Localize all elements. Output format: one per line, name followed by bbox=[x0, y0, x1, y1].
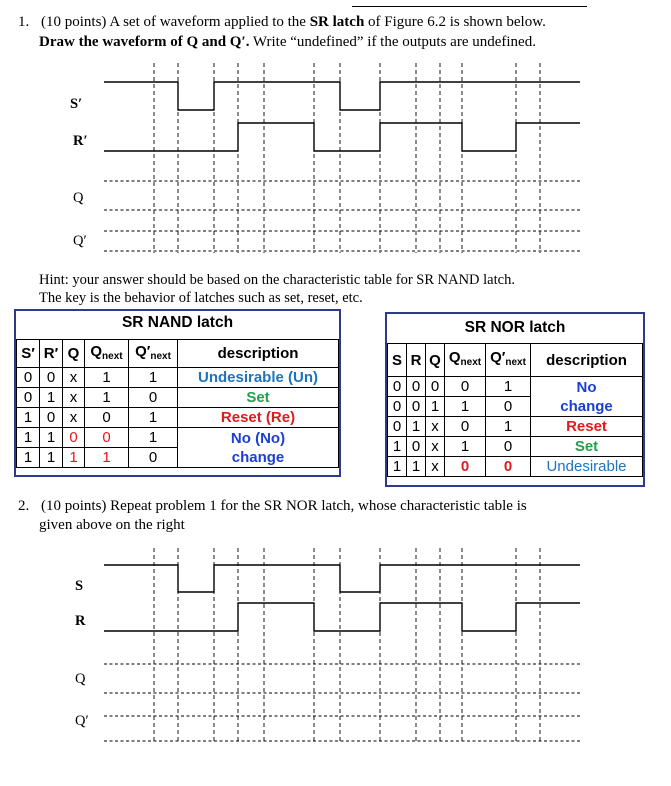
problem1-text-mid: of Figure 6.2 is shown below. bbox=[364, 14, 546, 30]
nand-truth-table bbox=[16, 339, 339, 468]
problem1-text-rest: Write “undefined” if the outputs are undefined. bbox=[249, 34, 536, 50]
problem2-statement bbox=[18, 496, 658, 516]
nor-header-description: description bbox=[531, 344, 643, 377]
nand-header-qbarnext: $Q'_{next}$ bbox=[129, 340, 178, 368]
nand-desc-reset: Reset (Re) bbox=[178, 408, 339, 428]
nor-desc-reset: Reset bbox=[531, 417, 643, 437]
nor-row: 0 1 x 0 1 Reset bbox=[388, 417, 643, 437]
wave1-label-r: R′ bbox=[73, 133, 88, 149]
problem2-number: 2. bbox=[18, 498, 30, 514]
nor-truth-table bbox=[387, 343, 643, 477]
nor-row: 0 0 1 1 0 bbox=[388, 397, 643, 417]
nor-desc-undesirable: Undesirable bbox=[531, 457, 643, 477]
hint-line1: Hint: your answer should be based on the characteristic table for SR NAND latch. bbox=[39, 272, 515, 288]
waveform-diagram-2 bbox=[0, 540, 671, 745]
nand-header-q: Q bbox=[63, 340, 85, 368]
waveform-diagram-1 bbox=[0, 55, 671, 255]
nand-desc-set: Set bbox=[178, 388, 339, 408]
wave1-label-qbar: Q′ bbox=[73, 233, 87, 249]
nand-row: 1 0 x 0 1 Reset (Re) bbox=[17, 408, 339, 428]
problem1-number: 1. bbox=[18, 14, 30, 30]
nand-row: 0 1 x 1 0 Set bbox=[17, 388, 339, 408]
signal-s-waveform bbox=[104, 565, 580, 592]
problem1-statement bbox=[18, 12, 658, 32]
wave2-label-r: R bbox=[75, 613, 86, 629]
nand-desc-undesirable: Undesirable (Un) bbox=[178, 368, 339, 388]
nor-desc-nochange: No change bbox=[531, 377, 643, 417]
problem1-bold-instruction: Draw the waveform of Q and Q′. bbox=[39, 34, 250, 50]
problem1-text: (10 points) A set of waveform applied to the bbox=[41, 14, 310, 30]
top-rule bbox=[352, 6, 587, 7]
nand-row: 1 1 1 1 0 bbox=[17, 448, 339, 468]
nand-row: 1 1 0 0 1 No (No) change bbox=[17, 428, 339, 448]
wave2-label-q: Q bbox=[75, 671, 86, 687]
nor-row: 1 0 x 1 0 Set bbox=[388, 437, 643, 457]
nand-desc-nochange: No (No) change bbox=[178, 428, 339, 468]
nor-table-title: SR NOR latch bbox=[464, 319, 566, 336]
signal-r-waveform bbox=[104, 603, 580, 631]
problem2-text-line2: given above on the right bbox=[39, 517, 185, 533]
problem1-bold-sr-latch: SR latch bbox=[309, 14, 365, 30]
wave2-label-qbar: Q′ bbox=[75, 713, 89, 729]
signal-s-waveform bbox=[104, 82, 580, 110]
hint-line2: The key is the behavior of latches such as set, reset, etc. bbox=[39, 290, 363, 306]
nor-row: 1 1 x 0 0 Undesirable bbox=[388, 457, 643, 477]
signal-r-waveform bbox=[104, 123, 580, 151]
nand-row: 0 0 x 1 1 Undesirable (Un) bbox=[17, 368, 339, 388]
nand-header-description: description bbox=[178, 340, 339, 368]
nor-header-r: R bbox=[407, 344, 426, 377]
problem1-statement-line2 bbox=[39, 32, 659, 52]
nand-header-qnext: $Q_{next}$ bbox=[85, 340, 129, 368]
wave1-label-q: Q bbox=[73, 190, 84, 206]
nand-header-s: S′ bbox=[17, 340, 40, 368]
problem2-text-line1: (10 points) Repeat problem 1 for the SR NOR latch, whose characteristic table is bbox=[41, 498, 527, 514]
nand-table-title: SR NAND latch bbox=[121, 314, 234, 331]
wave1-label-s: S′ bbox=[70, 96, 83, 112]
nor-header-qbarnext: $Q'_{next}$ bbox=[486, 344, 531, 377]
wave2-label-s: S bbox=[75, 578, 84, 594]
nor-row: 0 0 0 0 1 No change bbox=[388, 377, 643, 397]
nor-header-s: S bbox=[388, 344, 407, 377]
nor-desc-set: Set bbox=[531, 437, 643, 457]
nor-header-q: Q bbox=[426, 344, 445, 377]
nor-header-qnext: $Q_{next}$ bbox=[445, 344, 486, 377]
nand-header-r: R′ bbox=[40, 340, 63, 368]
